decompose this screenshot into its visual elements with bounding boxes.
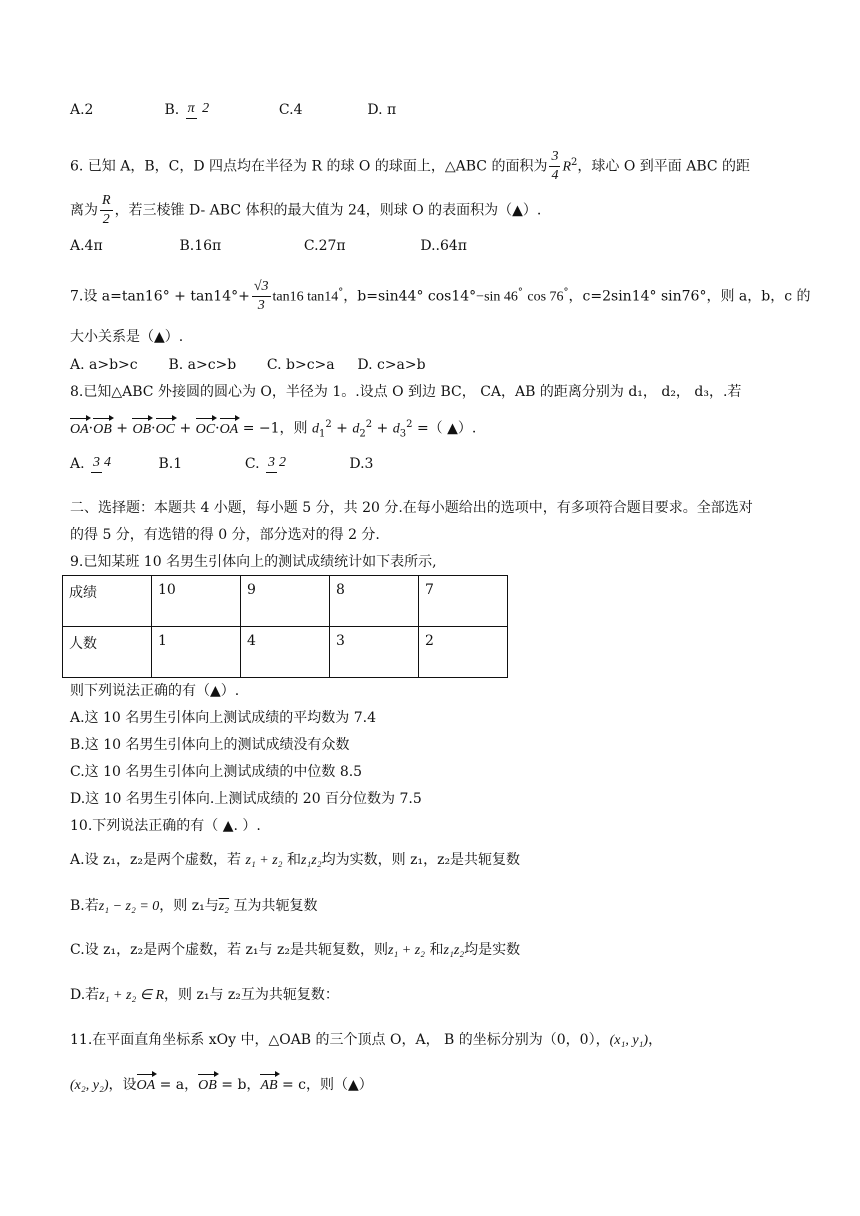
q7-cos-term: cos 76	[527, 289, 564, 305]
section2-line-1: 二、选择题：本题共 4 小题，每小题 5 分，共 20 分.在每小题给出的选项中，有多项符合题目要求。全部选对	[70, 500, 753, 516]
q5-option-b-fraction	[186, 100, 212, 119]
q9-option-c: C.这 10 名男生引体向上测试成绩的中位数 8.5	[70, 764, 363, 780]
fraction-numerator: π	[186, 100, 197, 119]
q7-text-c: ，c=2sin14° sin76°，则 a，b，c 的	[568, 288, 811, 305]
q7-tan-product: tan16 tan14	[272, 289, 339, 305]
q7-text-b: ，b=sin44° cos14°	[343, 288, 477, 305]
q9-ask: 则下列说法正确的有（▲）.	[70, 683, 240, 699]
table-row	[63, 627, 508, 678]
fraction-numerator: 3	[91, 454, 102, 473]
q10-option-b	[70, 897, 318, 916]
table-cell: 9	[241, 576, 330, 627]
q9-option-d: D.这 10 名男生引体向.上测试成绩的 20 百分位数为 7.5	[70, 791, 422, 807]
q7-line-1: 7.设 a=tan16° + tan14°+ $\frac{√3}{3}$ tan16 tan14°，b=sin44° cos14°−sin 46° cos 76°，c=2sin14° sin76°，则 a，b，c 的	[70, 279, 811, 313]
table-cell: 1	[152, 627, 241, 678]
section2-line-2: 的得 5 分，有选错的得 0 分，部分选对的得 2 分.	[70, 527, 380, 543]
q8-option-a-label: A.	[70, 455, 85, 472]
q8-line-2: OA·OB + OB·OC + OC·OA = −1，则 $d_1^2 + d_2^2 + d_3^2$ =（ ▲）.	[70, 419, 477, 440]
q10-a-text-2: 均为实数，则 z₁，z₂是共轭复数	[321, 852, 521, 868]
table-cell: 3	[330, 627, 419, 678]
q11-text: 11.在平面直角坐标系 xOy 中，△OAB 的三个顶点 O，A， B 的坐标分别为（0，0），	[70, 1032, 610, 1048]
q8-options	[70, 454, 373, 473]
q6-option-a: A.4π	[70, 238, 103, 254]
q10-b-text: B.若	[70, 898, 99, 914]
q10-a-and: 和	[286, 852, 301, 868]
q8-text-mid: ，则	[279, 420, 308, 437]
fraction-denominator: 2	[202, 101, 210, 116]
q11-text-2: ，设	[108, 1077, 137, 1093]
q7-option-c: C. b>c>a	[266, 357, 335, 373]
q10-option-c	[70, 941, 520, 960]
q10-a-text: A.设 z₁，z₂是两个虚数，若	[70, 852, 241, 868]
q10-stem: 10.下列说法正确的有（ ▲. ）.	[70, 818, 261, 834]
q8-option-c-fraction	[266, 454, 288, 473]
q6-text-3: 离为	[70, 202, 98, 219]
q9-stem: 9.已知某班 10 名男生引体向上的测试成绩统计如下表所示,	[70, 554, 437, 570]
q10-b-text-3: 互为共轭复数	[233, 898, 318, 914]
table-cell: 10	[152, 576, 241, 627]
fraction-denominator: 2	[279, 455, 287, 470]
q8-option-c	[245, 454, 345, 473]
q11-line-2	[70, 1076, 373, 1095]
q10-option-a	[70, 851, 520, 870]
q10-b-equation: z₁ − z₂ = 0	[98, 899, 160, 914]
q9-score-table	[62, 575, 508, 678]
q6-option-c: C.27π	[303, 238, 346, 254]
q8-option-a-fraction	[91, 454, 113, 473]
q6-line-1: 6. 已知 A，B，C，D 四点均在半径为 R 的球 O 的球面上，△ABC 的面积为 $\frac{3}{4}$ $R^2$，球心 O 到平面 ABC 的距	[70, 149, 751, 183]
q5-option-b-label: B.	[164, 101, 180, 118]
q7-option-a: A. a>b>c	[70, 357, 138, 373]
fraction-numerator: R	[100, 192, 113, 211]
q6-text-2: ，球心 O 到平面 ABC 的距	[577, 158, 751, 175]
q6-option-b: B.16π	[179, 238, 222, 254]
table-cell: 7	[419, 576, 508, 627]
q7-sqrt-fraction	[252, 278, 271, 315]
table-cell: 成绩	[63, 576, 152, 627]
table-cell: 8	[330, 576, 419, 627]
fraction-numerator: 3	[549, 148, 560, 167]
q8-eq-rhs: = −1	[242, 420, 280, 437]
q8-option-b: B.1	[158, 455, 183, 472]
q8-text-end: =（ ▲）.	[416, 420, 477, 437]
q10-b-conjugate: z₂	[218, 899, 230, 914]
q10-c-product: z₁z₂	[443, 943, 465, 958]
table-cell: 人数	[63, 627, 152, 678]
fraction-numerator: √3	[252, 278, 271, 297]
q10-a-product: z₁z₂	[300, 853, 322, 868]
table-cell: 4	[241, 627, 330, 678]
q5-options	[70, 100, 396, 119]
q10-c-text-2: 均是实数	[464, 942, 521, 958]
fraction-denominator: 3	[257, 298, 265, 313]
q11-eq-b: = b，	[221, 1077, 261, 1093]
q8-option-d: D.3	[349, 455, 374, 472]
q10-b-text-2: ，则 z₁与	[159, 898, 219, 914]
q10-d-text-2: ，则 z₁与 z₂互为共轭复数：	[164, 987, 339, 1003]
q6-option-d: D..64π	[420, 238, 468, 254]
q6-area-fraction	[549, 148, 560, 185]
q7-option-b: B. a>c>b	[168, 357, 237, 373]
q10-c-and: 和	[429, 942, 444, 958]
q10-c-sum: z₁ + z₂	[387, 943, 426, 958]
q10-a-sum: z₁ + z₂	[245, 853, 283, 868]
q11-line-1: 11.在平面直角坐标系 xOy 中，△OAB 的三个顶点 O，A， B 的坐标分别为（0，0），(x₁, y₁)，	[70, 1032, 663, 1048]
table-row	[63, 576, 508, 627]
q10-d-text: D.若	[70, 987, 100, 1003]
q7-text: 7.设 a=tan16° + tan14°+	[70, 288, 250, 305]
q5-option-d: D. π	[367, 101, 397, 118]
q11-vector-ab: AB	[260, 1078, 278, 1093]
q11-eq-a: = a，	[159, 1077, 199, 1093]
q6-radius-symbol: R	[562, 159, 572, 175]
q7-option-d: D. c>a>b	[357, 357, 426, 373]
q10-option-d	[70, 986, 339, 1005]
q11-coord-b: (x₂, y₂)	[70, 1078, 109, 1093]
q11-coord-a: (x₁, y₁)	[609, 1033, 649, 1048]
q6-options	[70, 237, 467, 255]
table-cell: 2	[419, 627, 508, 678]
q8-option-a	[70, 454, 154, 473]
q6-text-4: ，若三棱锥 D- ABC 体积的最大值为 24，则球 O 的表面积为（▲）.	[114, 202, 542, 219]
q10-c-text: C.设 z₁，z₂是两个虚数，若 z₁与 z₂是共轭复数，则	[70, 942, 388, 958]
q9-option-a: A.这 10 名男生引体向上测试成绩的平均数为 7.4	[70, 710, 376, 726]
q11-eq-c: = c，则（▲）	[282, 1077, 373, 1093]
q11-vector-ob: OB	[198, 1078, 217, 1093]
q5-option-c: C.4	[278, 101, 303, 118]
q8-option-c-label: C.	[244, 455, 260, 472]
q6-text: 6. 已知 A，B，C，D 四点均在半径为 R 的球 O 的球面上，△ABC 的面积为	[70, 158, 548, 175]
q8-line-1: 8.已知△ABC 外接圆的圆心为 O，半径为 1。.设点 O 到边 BC， CA，AB 的距离分别为 d₁， d₂， d₃，.若	[70, 384, 742, 400]
q7-sin-term: −sin 46	[476, 289, 518, 305]
fraction-denominator: 4	[104, 455, 112, 470]
q7-options	[70, 356, 426, 374]
q9-option-b: B.这 10 名男生引体向上的测试成绩没有众数	[70, 737, 350, 753]
q5-option-a: A.2	[70, 101, 94, 118]
q10-d-condition: z₁ + z₂ ∈ R	[99, 988, 165, 1003]
fraction-denominator: 4	[551, 168, 559, 183]
q6-distance-fraction	[100, 192, 113, 229]
q6-line-2	[70, 192, 541, 229]
q11-vector-oa: OA	[136, 1078, 156, 1093]
q7-line-2: 大小关系是（▲）.	[70, 329, 184, 345]
fraction-denominator: 2	[102, 212, 110, 227]
q5-option-b	[164, 100, 274, 119]
fraction-numerator: 3	[266, 454, 277, 473]
